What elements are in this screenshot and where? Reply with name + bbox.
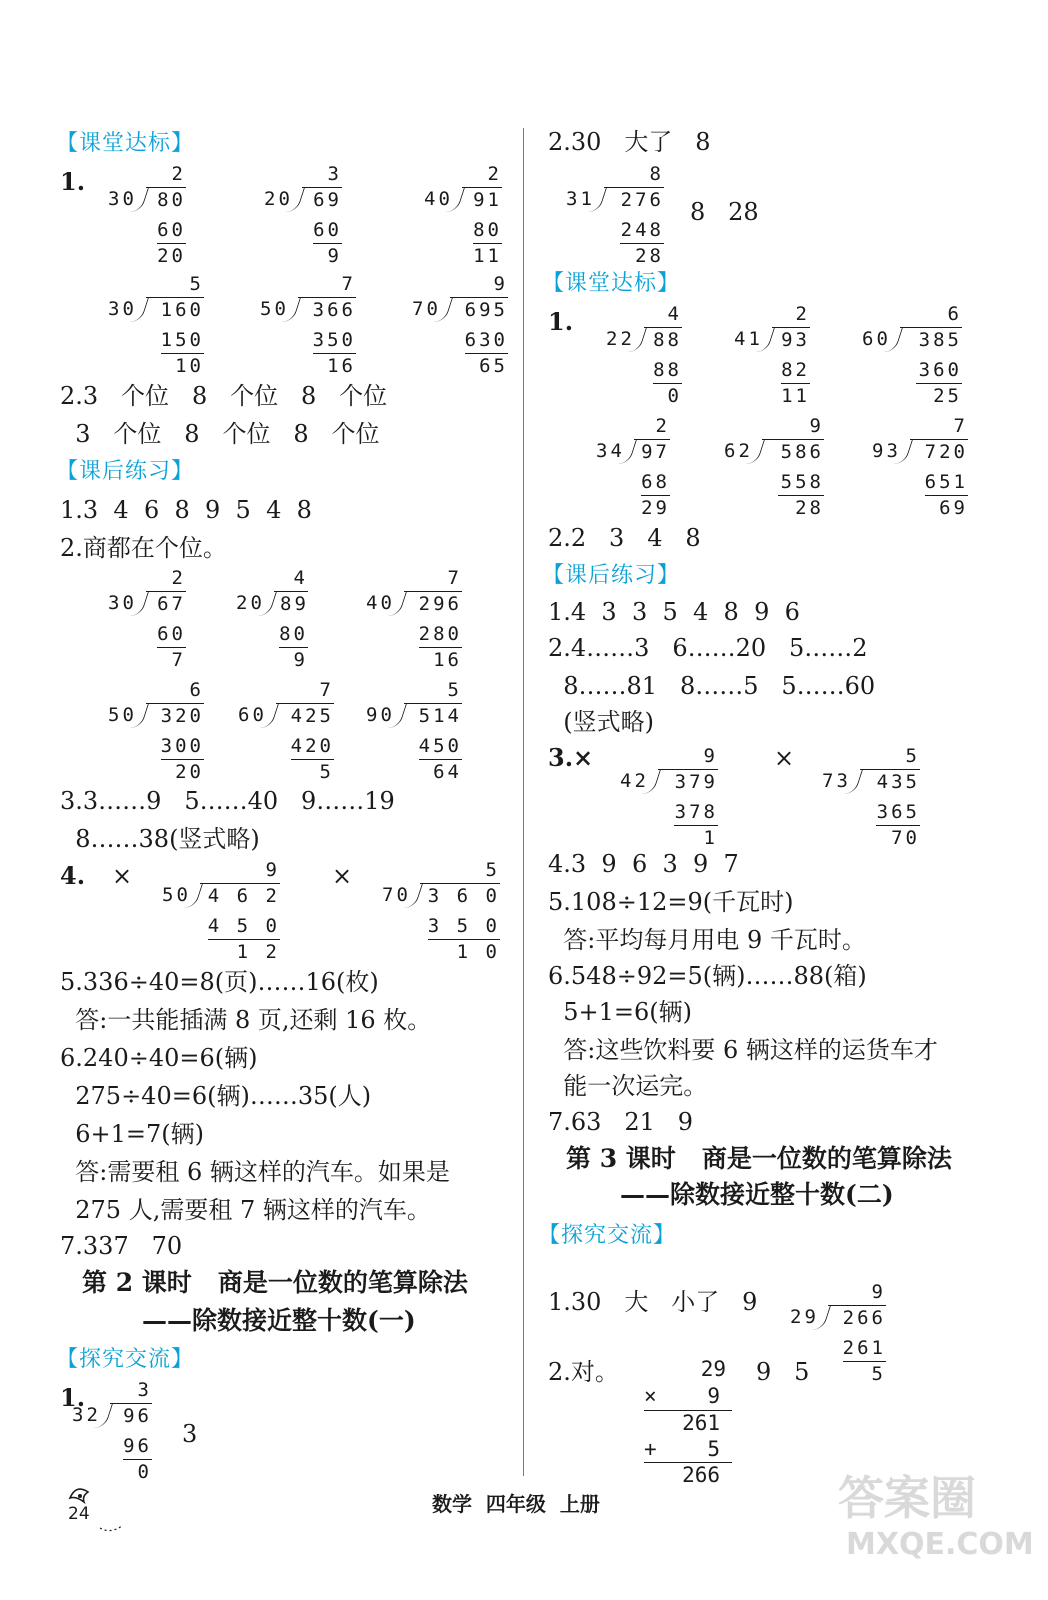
dividend: 4 6 2 [200,883,280,909]
dividend: 89 [274,591,308,617]
watermark-logo: 答案圈 [838,1471,976,1525]
partial-product: 248 [620,218,664,244]
partial-product: 80 [473,218,502,244]
dividend: 514 [404,703,462,729]
long-division [260,272,356,382]
long-division [872,414,968,524]
remainder: 7 [171,649,186,671]
remainder: 64 [433,761,462,783]
quotient: 6 [189,679,204,701]
long-division [162,858,280,968]
dividend: 385 [900,327,962,353]
remainder: 65 [479,355,508,377]
dividend: 160 [146,297,204,323]
divisor: 32 [72,1404,101,1426]
divisor: 42 [620,770,649,792]
answer-line: 2.30 大了 8 [548,128,711,156]
answer-line: 6.548÷92=5(辆)……88(箱) [548,962,867,990]
question-label: 1. [548,307,574,336]
quotient: 2 [795,303,810,325]
partial-product: 60 [157,218,186,244]
quotient: 7 [447,567,462,589]
quotient: 5 [447,679,462,701]
remainder: 70 [891,827,920,849]
partial-product: 300 [161,734,204,760]
divisor: 73 [822,770,851,792]
divisor: 34 [596,440,625,462]
divisor: 40 [424,188,453,210]
answer-line: 1.4 3 3 5 4 8 9 6 [548,598,800,626]
partial-product: 350 [313,328,356,354]
dividend: 425 [276,703,334,729]
divisor: 60 [862,328,891,350]
dividend: 93 [772,327,810,353]
remainder: 28 [795,497,824,519]
answer-line: (竖式略) [548,708,654,736]
answer-line: 2.4……3 6……20 5……2 [548,634,868,662]
partial-product: 88 [653,358,682,384]
remainder: 1 2 [236,941,280,963]
partial-product: 60 [157,622,186,648]
remainder: 9 [327,245,342,267]
long-division [606,302,682,412]
answer-line: 答:这些饮料要 6 辆这样的运货车才 [548,1036,938,1064]
watermark-url: MXQE.COM [846,1527,1034,1562]
quotient: 8 [649,163,664,185]
answer-line: 5+1=6(辆) [548,998,693,1026]
answer-line: 275 人,需要租 7 辆这样的汽车。 [60,1196,431,1224]
plus-sign: + [644,1437,657,1461]
remainder: 0 [137,1461,152,1483]
answer-line: 5.108÷12=9(千瓦时) [548,888,794,916]
partial-product: 280 [419,622,462,648]
partial-product: 365 [876,800,920,826]
answer-line: 1.3 4 6 8 9 5 4 8 [60,496,312,524]
remainder: 11 [473,245,502,267]
quotient: 2 [171,163,186,185]
partial-product: 68 [641,470,670,496]
section-header-homework: 【 课后练习 】 [56,458,194,486]
partial-product: 82 [781,358,810,384]
dividend: 695 [450,297,508,323]
partial-product: 651 [925,470,968,496]
divisor: 41 [734,328,763,350]
divisor: 40 [366,592,395,614]
divisor: 50 [108,704,137,726]
answer-line: 275÷40=6(辆)……35(人) [60,1082,372,1110]
remainder: 5 [871,1363,886,1385]
answer-line: 8 28 [690,198,759,226]
remainder: 20 [175,761,204,783]
answer-line: 1.30 大 小了 9 [548,1288,758,1316]
divisor: 30 [108,188,137,210]
remainder: 25 [933,385,962,407]
quotient: 4 [667,303,682,325]
remainder: 16 [327,355,356,377]
quotient: 7 [341,273,356,295]
quotient: 3 [137,1379,152,1401]
long-division [108,162,186,272]
answer-line: 7.337 70 [60,1232,183,1260]
dividend: 91 [462,187,502,213]
partial-product: 4 5 0 [208,914,280,940]
long-division [596,414,670,524]
question-label: 4. [60,861,86,890]
divisor: 90 [366,704,395,726]
divisor: 70 [382,884,411,906]
dividend: 720 [910,439,968,465]
quotient: 5 [485,859,500,881]
partial-product: 420 [291,734,334,760]
partial-product: 60 [313,218,342,244]
long-division [862,302,962,412]
divisor: 60 [238,704,267,726]
dividend: 69 [302,187,342,213]
section-header-explore: 【 探究交流 】 [538,1222,676,1250]
cross-mark: × [332,862,353,890]
partial-product: 360 [916,358,962,384]
quotient: 9 [265,859,280,881]
answer-line: 答:需要租 6 辆这样的汽车。如果是 [60,1158,450,1186]
divisor: 29 [790,1306,819,1328]
section-header-homework: 【 课后练习 】 [542,562,680,590]
quotient: 9 [493,273,508,295]
section-header-classroom: 【 课堂达标 】 [542,270,680,298]
long-division [108,566,186,676]
product: 261 [682,1411,720,1435]
quotient: 5 [189,273,204,295]
long-division [734,302,810,412]
remainder: 20 [157,245,186,267]
lesson-subtitle: ——除数接近整十数(二) [620,1180,894,1209]
answer-line: 8……81 8……5 5……60 [548,672,876,700]
times-sign: × [644,1384,657,1408]
remainder: 0 [667,385,682,407]
dividend: 379 [658,769,718,795]
quotient: 2 [487,163,502,185]
partial-product: 3 5 0 [428,914,500,940]
remainder: 29 [641,497,670,519]
long-division [822,744,920,854]
divisor: 50 [162,884,191,906]
remainder: 28 [635,245,664,267]
long-division [412,272,508,382]
quotient: 4 [293,567,308,589]
answer-line: 6+1=7(辆) [60,1120,205,1148]
remainder: 1 0 [456,941,500,963]
dividend: 97 [634,439,670,465]
question-label: 1. [60,167,86,196]
question-label: 3.× [548,743,594,772]
quotient: 7 [953,415,968,437]
answer-line: 2.商都在个位。 [60,534,227,562]
book-subject: 数学 四年级 上册 [432,1492,600,1516]
cross-mark: × [774,744,795,772]
answer-line: 2.2 3 4 8 [548,524,701,552]
dividend: 67 [146,591,186,617]
divisor: 31 [566,188,595,210]
long-division [72,1378,152,1488]
quotient: 5 [905,745,920,767]
lesson-title: 第 2 课时 商是一位数的笔算除法 [82,1268,468,1297]
long-division [264,162,342,272]
multiplier: 9 [707,1384,720,1408]
quotient: 3 [327,163,342,185]
answer-line: 8……38(竖式略) [60,825,260,853]
dividend: 266 [828,1305,886,1331]
divisor: 70 [412,298,441,320]
dividend: 296 [404,591,462,617]
answer-line: 2.对。 [548,1358,619,1386]
long-division [424,162,502,272]
long-division [238,678,334,788]
remainder: 10 [175,355,204,377]
remainder: 69 [939,497,968,519]
long-division [108,678,204,788]
remainder: 1 [703,827,718,849]
answer-line: 答:平均每月用电 9 千瓦时。 [548,926,866,954]
dividend: 3 6 0 [420,883,500,909]
remainder: 16 [433,649,462,671]
partial-product: 450 [419,734,462,760]
partial-product: 558 [778,470,824,496]
divisor: 93 [872,440,901,462]
quotient: 7 [319,679,334,701]
divisor: 20 [264,188,293,210]
answer-line: 7.63 21 9 [548,1108,694,1136]
remainder: 5 [319,761,334,783]
divisor: 20 [236,592,265,614]
partial-product: 80 [279,622,308,648]
partial-product: 261 [843,1336,886,1362]
question-label: 1. [60,1383,86,1412]
multiplicand: 29 [700,1357,726,1381]
long-division [724,414,824,524]
quotient: 9 [871,1281,886,1303]
long-division [108,272,204,382]
remainder: 11 [781,385,810,407]
long-division [382,858,500,968]
divisor: 22 [606,328,635,350]
divisor: 30 [108,592,137,614]
partial-product: 630 [465,328,508,354]
quotient: 2 [655,415,670,437]
column-divider [523,128,524,1476]
dividend: 586 [762,439,824,465]
page-number: 24 [68,1504,90,1524]
section-header-explore: 【 探究交流 】 [56,1346,194,1374]
long-division [620,744,718,854]
partial-product: 378 [674,800,718,826]
answer-line: 答:一共能插满 8 页,还剩 16 枚。 [60,1006,432,1034]
section-header-classroom: 【 课堂达标 】 [56,130,194,158]
dividend: 276 [604,187,664,213]
dividend: 366 [298,297,356,323]
lesson-subtitle: ——除数接近整十数(一) [142,1306,416,1335]
vertical-multiplication [644,1356,732,1486]
dividend: 88 [644,327,682,353]
divisor: 50 [260,298,289,320]
dividend: 435 [860,769,920,795]
long-division [566,162,664,272]
remainder: 5 [707,1437,720,1461]
long-division [236,566,308,676]
answer-line: 6.240÷40=6(辆) [60,1044,258,1072]
long-division [366,678,462,788]
answer-line: 能一次运完。 [548,1072,708,1100]
answer-line: 4.3 9 6 3 9 7 [548,850,739,878]
partial-product: 150 [161,328,204,354]
lesson-title: 第 3 课时 商是一位数的笔算除法 [566,1144,952,1173]
answer-line: 9 5 [756,1358,810,1386]
divisor: 62 [724,440,753,462]
answer-line: 2.3 个位 8 个位 8 个位 [60,382,388,410]
remainder: 9 [293,649,308,671]
dividend: 320 [146,703,204,729]
answer-line: 3 个位 8 个位 8 个位 [60,420,380,448]
cross-mark: × [112,862,133,890]
partial-product: 96 [123,1434,152,1460]
answer-line: 3.3……9 5……40 9……19 [60,787,395,815]
dividend: 96 [110,1403,152,1429]
divisor: 30 [108,298,137,320]
long-division [366,566,462,676]
answer-line: 5.336÷40=8(页)……16(枚) [60,968,379,996]
dividend: 80 [146,187,186,213]
answer-line: 3 [182,1420,198,1448]
quotient: 6 [947,303,962,325]
quotient: 9 [703,745,718,767]
dividend-result: 266 [682,1463,720,1487]
quotient: 2 [171,567,186,589]
quotient: 9 [809,415,824,437]
